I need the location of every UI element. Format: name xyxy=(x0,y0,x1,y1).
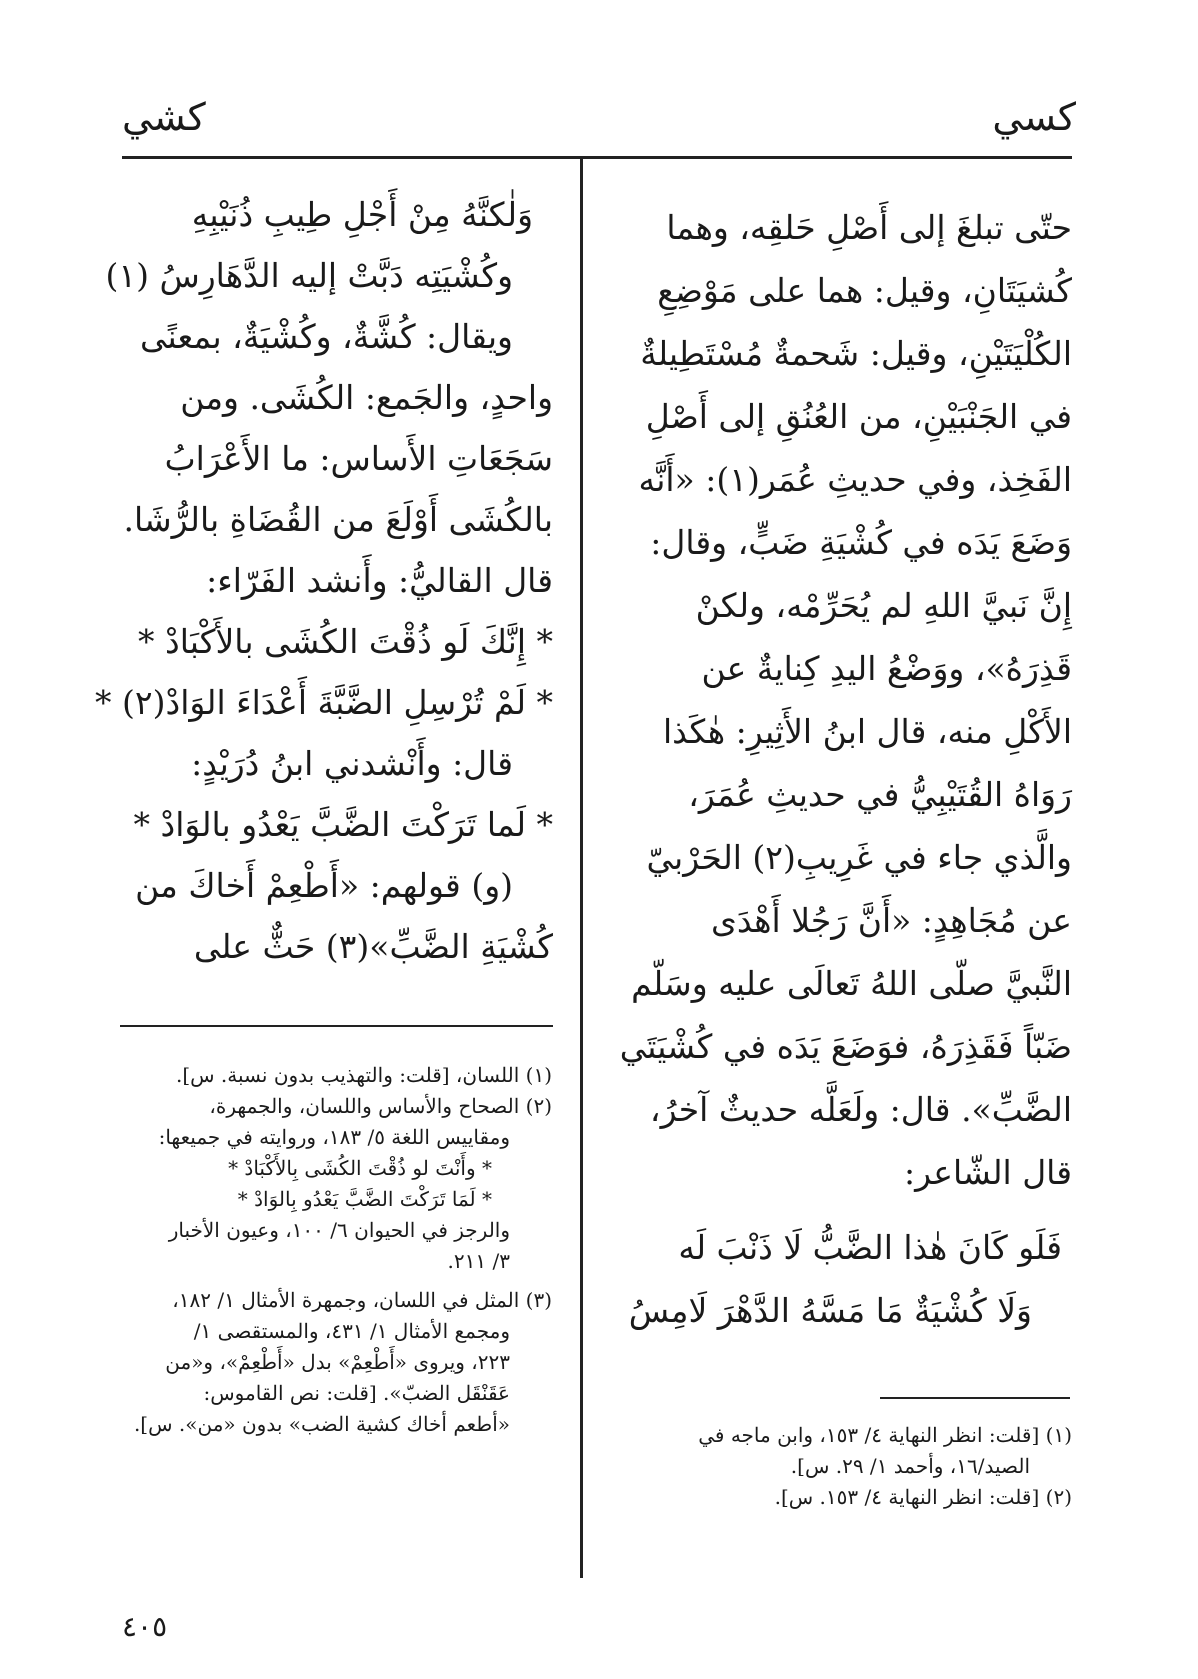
text-line: ضَبّاً فَقَذِرَهُ، فوَضَعَ يَدَه في كُشْيَتَي xyxy=(619,1027,1072,1066)
rajaz-line: * لَما تَرَكْتَ الضَّبَّ يَعْدُو بالوَادْ * xyxy=(133,805,553,844)
footnote: ٢٢٣، ويروى «أَطْعِمْ» بدل «أَطْعِمْ»، و«من xyxy=(165,1350,510,1374)
text-line: والَّذي جاء في غَرِيبِ(٢) الحَرْبيّ xyxy=(646,838,1072,877)
verse-line: وَلَا كُشْيَةٌ مَا مَسَّهُ الدَّهْرَ لَامِسُ xyxy=(628,1291,1032,1330)
text-line: في الجَنْبَيْنِ، من العُنُقِ إلى أَصْلِ xyxy=(645,397,1072,436)
rajaz-line: * لَمْ تُرْسِلِ الضَّبَّةَ أَعْدَاءَ الوَادْ(٢) * xyxy=(95,683,553,722)
text-line: الكُلْيَتَيْنِ، وقيل: شَحمةٌ مُسْتَطِيلةٌ xyxy=(640,334,1072,373)
footnote: (٢) [قلت: انظر النهاية ٤/ ١٥٣. س]. xyxy=(774,1485,1072,1509)
text-line: بالكُشَى أَوْلَعَ من القُضَاةِ بالرُّشَا. xyxy=(123,500,553,539)
footnote: والرجز في الحيوان ٦/ ١٠٠، وعيون الأخبار xyxy=(168,1218,510,1242)
header-rule xyxy=(122,156,1072,159)
footnote: (١) [قلت: انظر النهاية ٤/ ١٥٣، وابن ماجه في xyxy=(698,1423,1072,1447)
text-line: حتّى تبلغَ إلى أَصْلِ حَلقِه، وهما xyxy=(666,208,1072,247)
footnote: عَقَنْقَل الضبّ». [قلت: نص القاموس: xyxy=(203,1381,510,1405)
footnote: الصيد/١٦، وأحمد ١/ ٢٩. س]. xyxy=(790,1454,1030,1478)
column-divider xyxy=(580,158,583,1578)
footnote: ومجمع الأمثال ١/ ٤٣١، والمستقصى ١/ xyxy=(193,1319,510,1343)
text-line: الأَكْلِ منه، قال ابنُ الأَثِيرِ: هٰكَذا xyxy=(663,712,1072,751)
text-line: إِنَّ نَبيَّ اللهِ لم يُحَرِّمْه، ولكنْ xyxy=(695,586,1072,625)
text-line: سَجَعَاتِ الأَساس: ما الأَعْرَابُ xyxy=(164,439,553,478)
text-line: قَذِرَهُ»، ووَضْعُ اليدِ كِنايةٌ عن xyxy=(701,649,1072,688)
header-right-entry: كسي xyxy=(992,95,1076,139)
right-footnotes xyxy=(622,1420,1072,1513)
text-line: عن مُجَاهِدٍ: «أَنَّ رَجُلا أَهْدَى xyxy=(711,901,1072,940)
left-column xyxy=(95,184,553,977)
footnote: ٣/ ٢١١. xyxy=(447,1249,510,1273)
footnote: (١) اللسان، [قلت: والتهذيب بدون نسبة. س]. xyxy=(176,1063,552,1087)
text-line: الضَّبِّ». قال: ولَعَلَّه حديثٌ آخرُ، xyxy=(649,1090,1072,1129)
text-line: النَّبيَّ صلّى اللهُ تَعالَى عليه وسَلّم xyxy=(631,964,1072,1003)
verse-line: فَلَو كَانَ هٰذا الضَّبُّ لَا ذَنْبَ لَه xyxy=(678,1228,1062,1267)
text-line: رَوَاهُ القُتَيْبِيُّ في حديثِ عُمَرَ، xyxy=(688,775,1072,814)
footnote: ومقاييس اللغة ٥/ ١٨٣، وروايته في جميعها: xyxy=(158,1125,510,1149)
rajaz-line: * إِنَّكَ لَو ذُقْتَ الكُشَى بالأَكْبَادْ * xyxy=(138,622,553,661)
footnote-verse: * لَمَا تَرَكْتَ الضَّبَّ يَعْدُو بِالوَادْ * xyxy=(237,1187,492,1211)
left-footnotes xyxy=(112,1060,552,1440)
footnote: «أطعم أخاك كشية الضب» بدون «من». س]. xyxy=(133,1412,510,1436)
text-line: (و) قولهم: «أَطْعِمْ أَخاكَ من xyxy=(135,866,513,905)
right-column xyxy=(619,196,1072,1342)
text-line: قال: وأَنْشدني ابنُ دُرَيْدٍ: xyxy=(191,744,513,783)
verse-line: وكُشْيَتِه دَبَّتْ إليه الدَّهَارِسُ (١) xyxy=(105,256,513,295)
footnote: (٢) الصحاح والأساس واللسان، والجمهرة، xyxy=(209,1094,552,1118)
footnote-rule xyxy=(880,1397,1070,1399)
text-line: كُشيَتَانِ، وقيل: هما على مَوْضِعِ xyxy=(657,271,1072,310)
text-line: ويقال: كُشَّةٌ، وكُشْيَةٌ، بمعنًى xyxy=(140,317,513,356)
page-number: ٤٠٥ xyxy=(122,1610,168,1643)
footnote-rule xyxy=(120,1025,553,1027)
text-line: قال الشّاعر: xyxy=(903,1153,1072,1192)
footnote: (٣) المثل في اللسان، وجمهرة الأمثال ١/ ١٨٢، xyxy=(172,1288,552,1312)
text-line: الفَخِذ، وفي حديثِ عُمَر(١): «أَنَّه xyxy=(638,460,1072,499)
footnote-verse: * وأَنْتَ لو ذُقْتَ الكُشَى بِالأَكْبَادْ * xyxy=(228,1156,492,1180)
text-line: قال القاليُّ: وأَنشد الفَرّاء: xyxy=(206,561,553,600)
text-line: واحدٍ، والجَمع: الكُشَى. ومن xyxy=(180,378,553,417)
text-line: وَضَعَ يَدَه في كُشْيَةِ ضَبٍّ، وقال: xyxy=(650,523,1072,562)
text-line: كُشْيَةِ الضَّبِّ»(٣) حَثٌّ على xyxy=(193,927,553,966)
verse-line: وَلٰكنَّهُ مِنْ أَجْلِ طِيبِ ذُنَيْبِهِ xyxy=(191,195,533,234)
header-left-entry: كشي xyxy=(122,95,206,139)
